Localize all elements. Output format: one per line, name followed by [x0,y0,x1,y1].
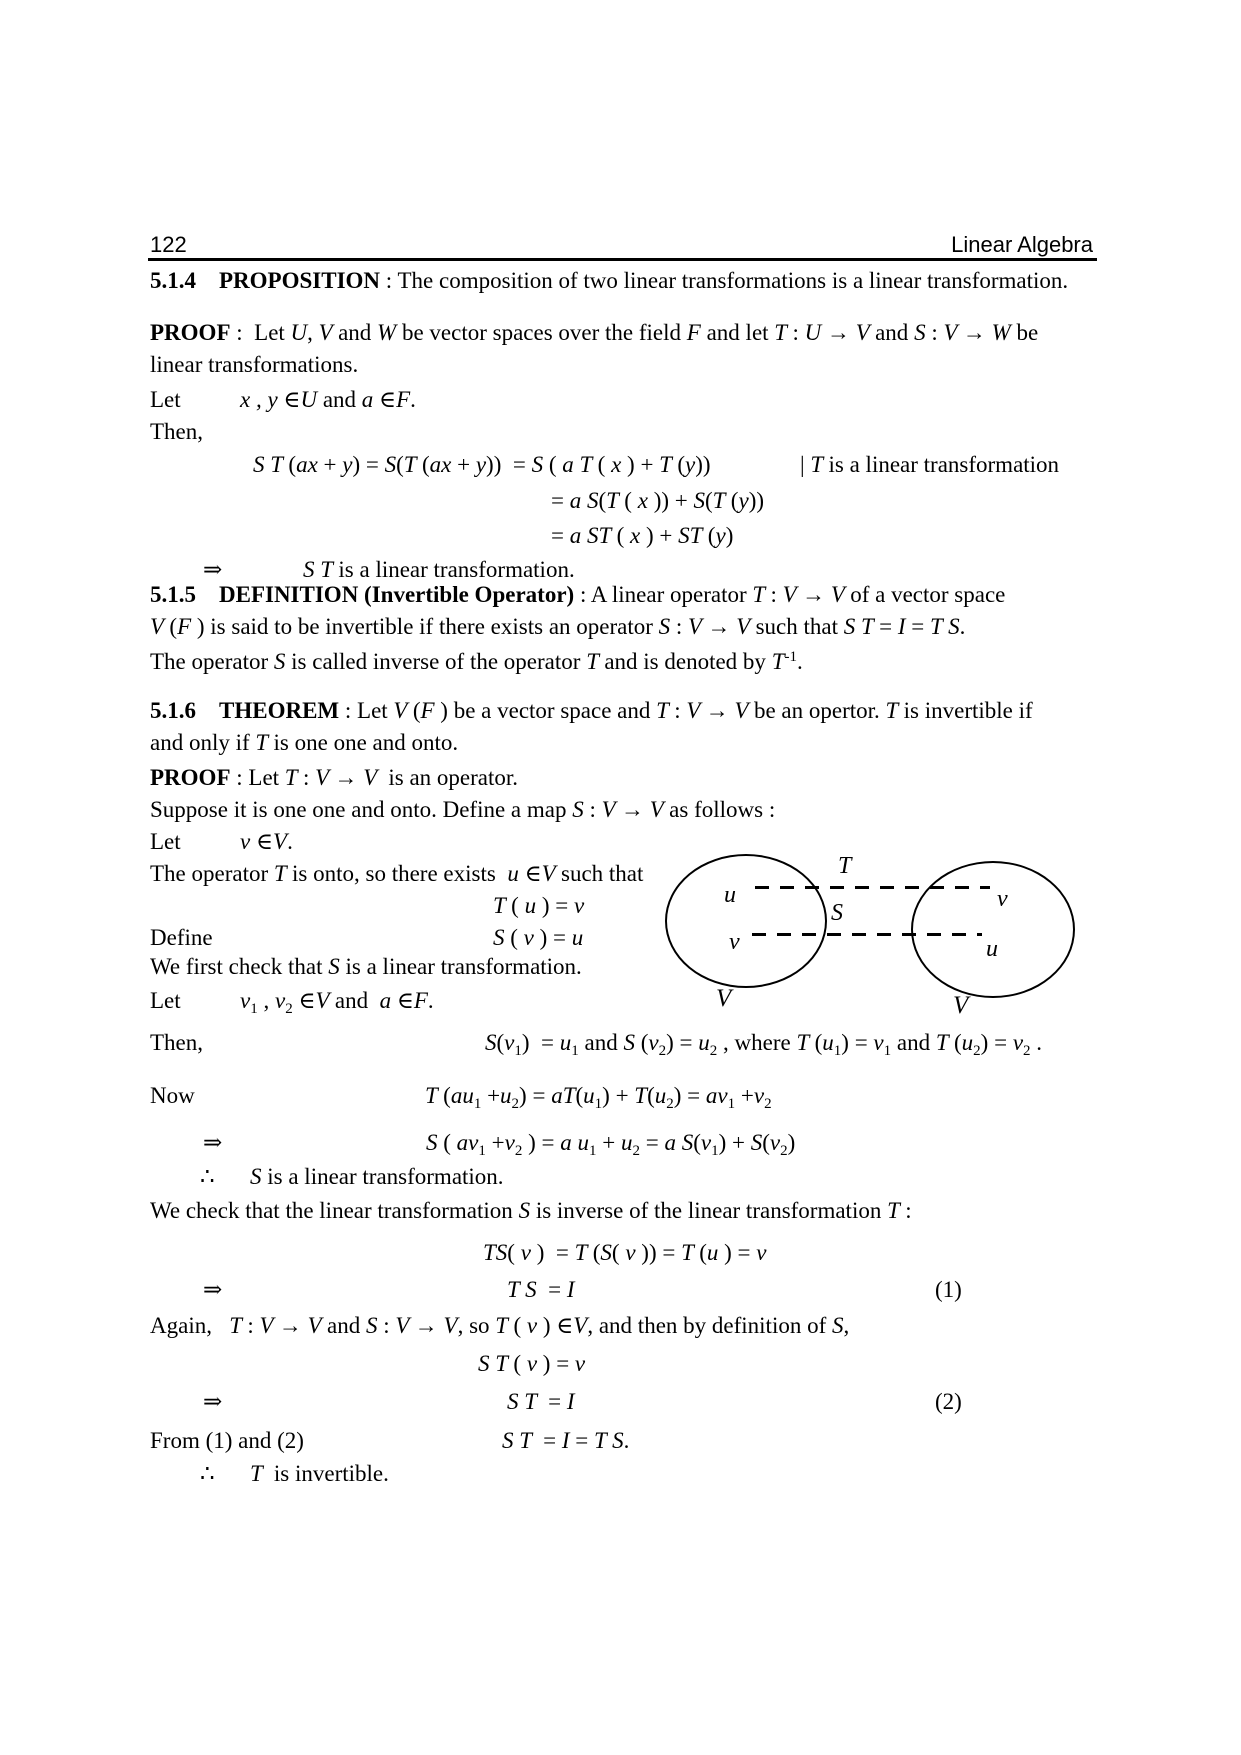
proposition-514-heading [0,268,1241,304]
from-1-2-row [0,1428,1241,1464]
suppose-row [0,797,1241,833]
let-xy-content: x , y ∈U and a ∈F. [240,387,416,412]
therefore-icon: ∴ [200,1461,215,1486]
implies-icon: ⇒ [203,1130,223,1155]
definition-515-text2: V (F ) is said to be invertible if there exists an operator S : V → V such that S T = I = T S. [150,614,966,639]
theorem-516-line2 [0,730,1241,766]
then-sv-content: $S(v_1) = u_1$ and S $(v_2) = u_2$ , where T $(u_1) = v_1$ and T $(u_2) = v_2$ . [485,1030,1043,1059]
proof-516-text: PROOF : Let T : V → V is an operator. [150,765,519,790]
ts-identity-equation: T S = I [507,1277,575,1302]
page-header [0,232,1241,268]
implies-st-identity-row [0,1389,1241,1425]
let-v-row [0,829,1241,865]
let-label: Let [150,387,181,412]
inverse-note-text: The operator S is called inverse of the operator T and is denoted by $T^{-1}$. [150,649,803,674]
therefore-icon: ∴ [200,1164,215,1189]
now-equation: T $(au_1 +u_2) = aT(u_1) + T(u_2) = av_1 +v_2$ [425,1083,772,1112]
equation-st-line3-text: = a ST ( x ) + ST (y) [551,523,734,548]
element-v-right-label: v [997,886,1008,912]
again-row [0,1313,1241,1349]
equation-st-line3 [0,523,1241,559]
equation-sv-text: S ( v ) = u [493,925,584,950]
implies-icon: ⇒ [203,1389,223,1414]
page-number: 122 [150,232,187,257]
header-title: Linear Algebra [951,232,1093,257]
definition-515-line1 [0,582,1241,618]
definition-515-text1: 5.1.5 DEFINITION (Invertible Operator) : A linear operator T : V → V of a vector space [150,582,1006,607]
equation-st-main: S T (ax + y) = S(T (ax + y)) = S ( a T ( x ) + T (y)) [253,452,711,477]
equation-tsv-text: TS( v ) = T (S( v )) = T (u ) = v [483,1240,767,1265]
proof-516-row [0,765,1241,801]
equation-number-1: (1) [935,1277,962,1302]
s-mapping-dashed-line [752,933,982,936]
element-u-left-label: u [724,882,736,908]
s-map-label: S [831,900,843,926]
proof-514-text2: linear transformations. [150,352,359,377]
element-u-right-label: u [986,936,998,962]
equation-st-line1 [0,452,1241,488]
domain-set-ellipse [665,854,827,988]
let-v-label: Let [150,829,181,854]
from-1-2-label: From (1) and (2) [150,1428,304,1453]
implies-st-linear-text: S T is a linear transformation. [303,557,575,582]
check-inverse-text: We check that the linear transformation S is inverse of the linear transformation T : [150,1198,912,1223]
codomain-set-ellipse [911,861,1075,998]
now-label: Now [150,1083,195,1108]
onto-text: The operator T is onto, so there exists u ∈V such that [150,861,644,886]
check-inverse-row [0,1198,1241,1234]
header-rule [148,258,1097,261]
proof-514-text1: PROOF : Let U, V and W be vector spaces over the field F and let T : U → V and S : V → W be [150,320,1039,345]
again-text: Again, T : V → V and S : V → V, so T ( v ) ∈V, and then by definition of S, [150,1313,850,1338]
theorem-516-text1: 5.1.6 THEOREM : Let V (F ) be a vector space and T : V → V be an opertor. T is invertible if [150,698,1033,723]
equation-tsv-row [0,1240,1241,1276]
proof-514-line1 [0,320,1241,356]
equation-st-comment: | T is a linear transformation [800,452,1060,477]
let-xy-row [0,387,1241,423]
equation-stv-row [0,1351,1241,1387]
let-v1v2-content: $v_1$ , $v_2$ ∈V and a ∈F. [240,988,434,1017]
implies-icon: ⇒ [203,557,223,582]
first-check-text: We first check that S is a linear transformation. [150,954,582,979]
implies-sav-equation: S ( $av_1 +v_2$ ) = a $u_1 + u_2 = a$ $S(v_1) + S(v_2)$ [426,1130,796,1159]
definition-515-line2 [0,614,1241,650]
equation-st-line2 [0,488,1241,524]
then-row [0,419,1241,455]
implies-ts-identity-row [0,1277,1241,1313]
now-row [0,1083,1241,1119]
therefore-s-linear-text: S is a linear transformation. [250,1164,504,1189]
inverse-note-row [0,649,1241,685]
then-sv-row [0,1030,1241,1066]
element-v-left-label: v [729,929,740,955]
let-v-content: v ∈V. [240,829,293,854]
set-v-left-label: V [716,985,732,1012]
t-mapping-dashed-line [755,886,990,889]
t-map-label: T [838,853,852,879]
suppose-text: Suppose it is one one and onto. Define a map S : V → V as follows : [150,797,776,822]
from-1-2-equation: S T = I = T S. [502,1428,630,1453]
let-v1v2-label: Let [150,988,181,1013]
theorem-516-text2: and only if T is one one and onto. [150,730,459,755]
st-identity-equation: S T = I [507,1389,575,1414]
equation-number-2: (2) [935,1389,962,1414]
theorem-516-line1 [0,698,1241,734]
therefore-s-linear-row [0,1164,1241,1200]
then-sv-label: Then, [150,1030,204,1055]
let-v1v2-row [0,988,1241,1024]
equation-tu-text: T ( u ) = v [493,893,585,918]
proof-514-line2 [0,352,1241,388]
implies-sav-row [0,1130,1241,1166]
set-v-right-label: V [953,992,969,1019]
therefore-invertible-text: T is invertible. [250,1461,389,1486]
implies-icon: ⇒ [203,1277,223,1302]
therefore-invertible-row [0,1461,1241,1497]
then-label: Then, [150,419,204,444]
define-label: Define [150,925,213,950]
equation-stv-text: S T ( v ) = v [478,1351,586,1376]
proposition-514-text: 5.1.4 PROPOSITION : The composition of two linear transformations is a linear transformation. [150,268,1069,293]
equation-st-line2-text: = a S(T ( x )) + S(T (y)) [551,488,765,513]
